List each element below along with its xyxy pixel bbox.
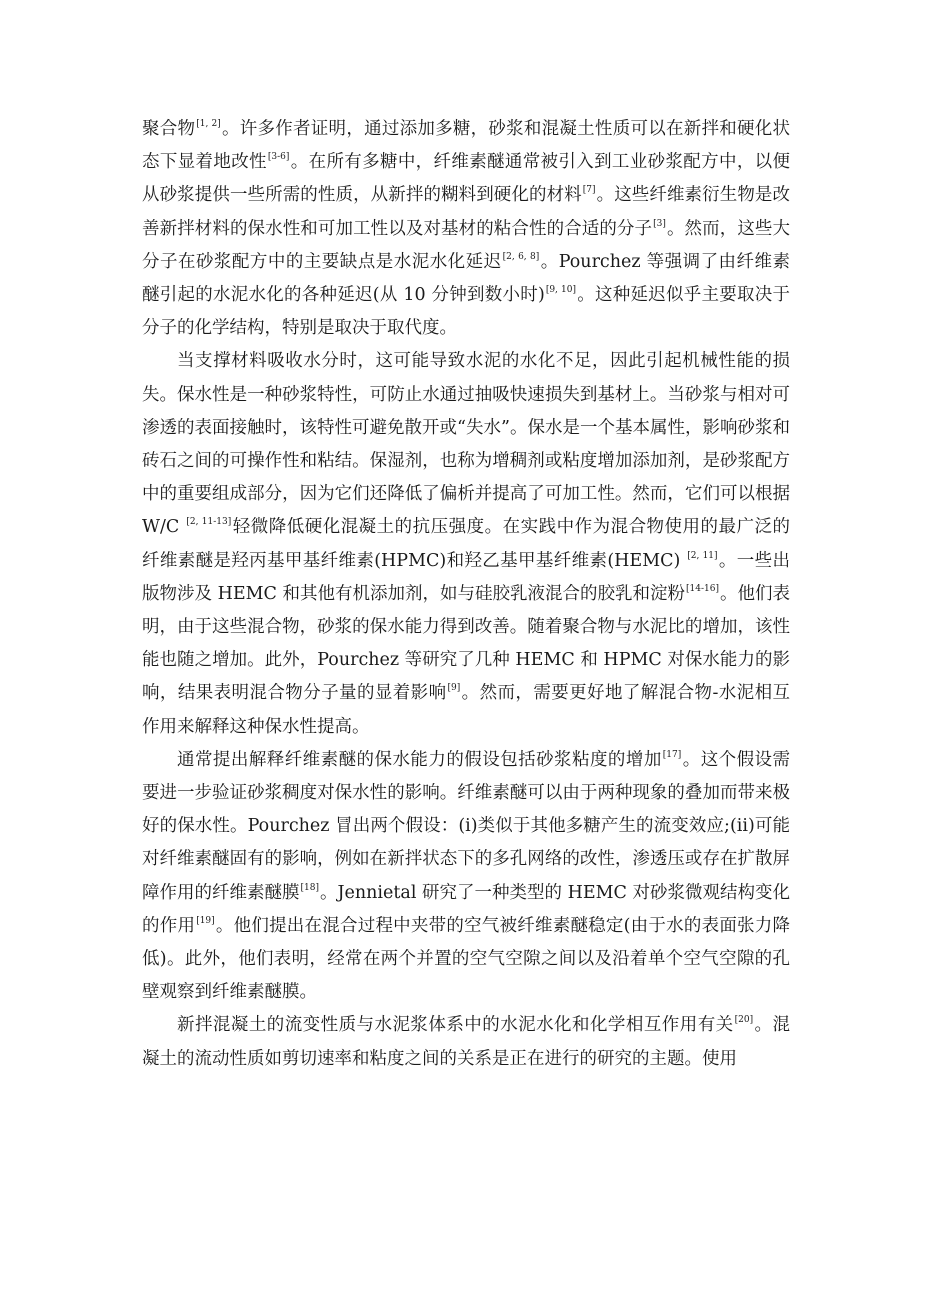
paragraph-2	[142, 345, 790, 743]
paragraph-text: 。然而，需要更好地了解混合物-水泥相互作用来解释这种保水性提高。	[142, 683, 791, 737]
paragraph-text: 。他们提出在混合过程中夹带的空气被纤维素醚稳定(由于水的表面张力降低)。此外，他们表明，经常在两个并置的空气空隙之间以及沿着单个空气空隙的孔壁观察到纤维素醚膜。	[142, 915, 791, 1003]
citation-ref: [18]	[300, 882, 319, 893]
paragraph-4	[142, 1009, 790, 1075]
paragraph-text: 。许多作者证明，通过添加多糖，砂浆和混凝土性质可以在新拌和硬化状态下显着地改性	[142, 119, 791, 173]
paragraph-text: 。一些出版物涉及 HEMC 和其他有机添加剂，如与硅胶乳液混合的胶乳和淀粉	[142, 550, 790, 604]
paragraph-text: 新拌混凝土的流变性质与水泥浆体系中的水泥水化和化学相互作用有关	[177, 1015, 734, 1036]
citation-ref: [9, 10]	[545, 284, 576, 295]
paragraph-text: 。然而，这些大分子在砂浆配方中的主要缺点是水泥水化延迟	[142, 218, 791, 272]
paragraph-text: 。混凝土的流动性质如剪切速率和粘度之间的关系是正在进行的研究的主题。使用	[142, 1015, 791, 1069]
paragraph-1	[142, 113, 790, 345]
paragraph-text: 。这些纤维素衍生物是改善新拌材料的保水性和可加工性以及对基材的粘合性的合适的分子	[142, 185, 791, 239]
paragraph-text: 聚合物	[142, 119, 196, 139]
paragraph-text: 。Jennietal 研究了一种类型的 HEMC 对砂浆微观结构变化的作用	[142, 882, 790, 936]
paragraph-text: 。Pourchez 等强调了由纤维素醚引起的水泥水化的各种延迟(从 10 分钟到数小时)	[142, 251, 790, 306]
paragraph-text: 当支撑材料吸收水分时，这可能导致水泥的水化不足，因此引起机械性能的损失。保水性是一种砂浆特性，可防止水通过抽吸快速损失到基材上。当砂浆与相对可渗透的表面接触时，该特性可避免散开或“失水”。保水是一个基本属性，影响砂浆和砖石之间的可操作性和粘结。保湿剂，也称为增稠剂或粘度增加添加剂，是砂浆配方中的重要组成部分，因为它们还降低了偏析并提高了可加工性。然而，它们可以根据 W/C	[142, 351, 790, 538]
citation-ref: [2, 11]	[687, 550, 718, 561]
paragraph-text: 通常提出解释纤维素醚的保水能力的假设包括砂浆粘度的增加	[177, 749, 662, 770]
citation-ref: [2, 6, 8]	[502, 251, 540, 262]
paragraph-3	[142, 744, 790, 1010]
citation-ref: [2, 11-13]	[186, 517, 232, 528]
citation-ref: [9]	[447, 683, 461, 694]
citation-ref: [14-16]	[686, 583, 719, 594]
citation-ref: [17]	[662, 749, 682, 760]
citation-ref: [3]	[653, 218, 666, 229]
paragraph-text: 。这种延迟似乎主要取决于分子的化学结构，特别是取决于取代度。	[142, 285, 791, 339]
paragraph-text: 。在所有多糖中，纤维素醚通常被引入到工业砂浆配方中，以便从砂浆提供一些所需的性质，从新拌的糊料到硬化的材料	[142, 152, 791, 206]
citation-ref: [7]	[582, 185, 596, 196]
paragraph-text: 。他们表明，由于这些混合物，砂浆的保水能力得到改善。随着聚合物与水泥比的增加，该性能也随之增加。此外，Pourchez 等研究了几种 HEMC 和 HPMC 对保水能力的影响，结果表明混合物分子量的显着影响	[142, 583, 791, 704]
paragraph-text: 。这个假设需要进一步验证砂浆稠度对保水性的影响。纤维素醚可以由于两种现象的叠加而带来极好的保水性。Pourchez 冒出两个假设：(i)类似于其他多糖产生的流变效应;(ii)可能对纤维素醚固有的影响，例如在新拌状态下的多孔网络的改性，渗透压或存在扩散屏障作用的纤维素醚膜	[142, 749, 791, 903]
citation-ref: [20]	[734, 1015, 754, 1026]
document-body	[142, 113, 790, 1076]
citation-ref: [3-6]	[267, 152, 290, 163]
citation-ref: [19]	[196, 915, 215, 926]
paragraph-text: 轻微降低硬化混凝土的抗压强度。在实践中作为混合物使用的最广泛的纤维素醚是羟丙基甲基纤维素(HPMC)和羟乙基甲基纤维素(HEMC)	[142, 517, 790, 571]
citation-ref: [1, 2]	[196, 118, 221, 129]
